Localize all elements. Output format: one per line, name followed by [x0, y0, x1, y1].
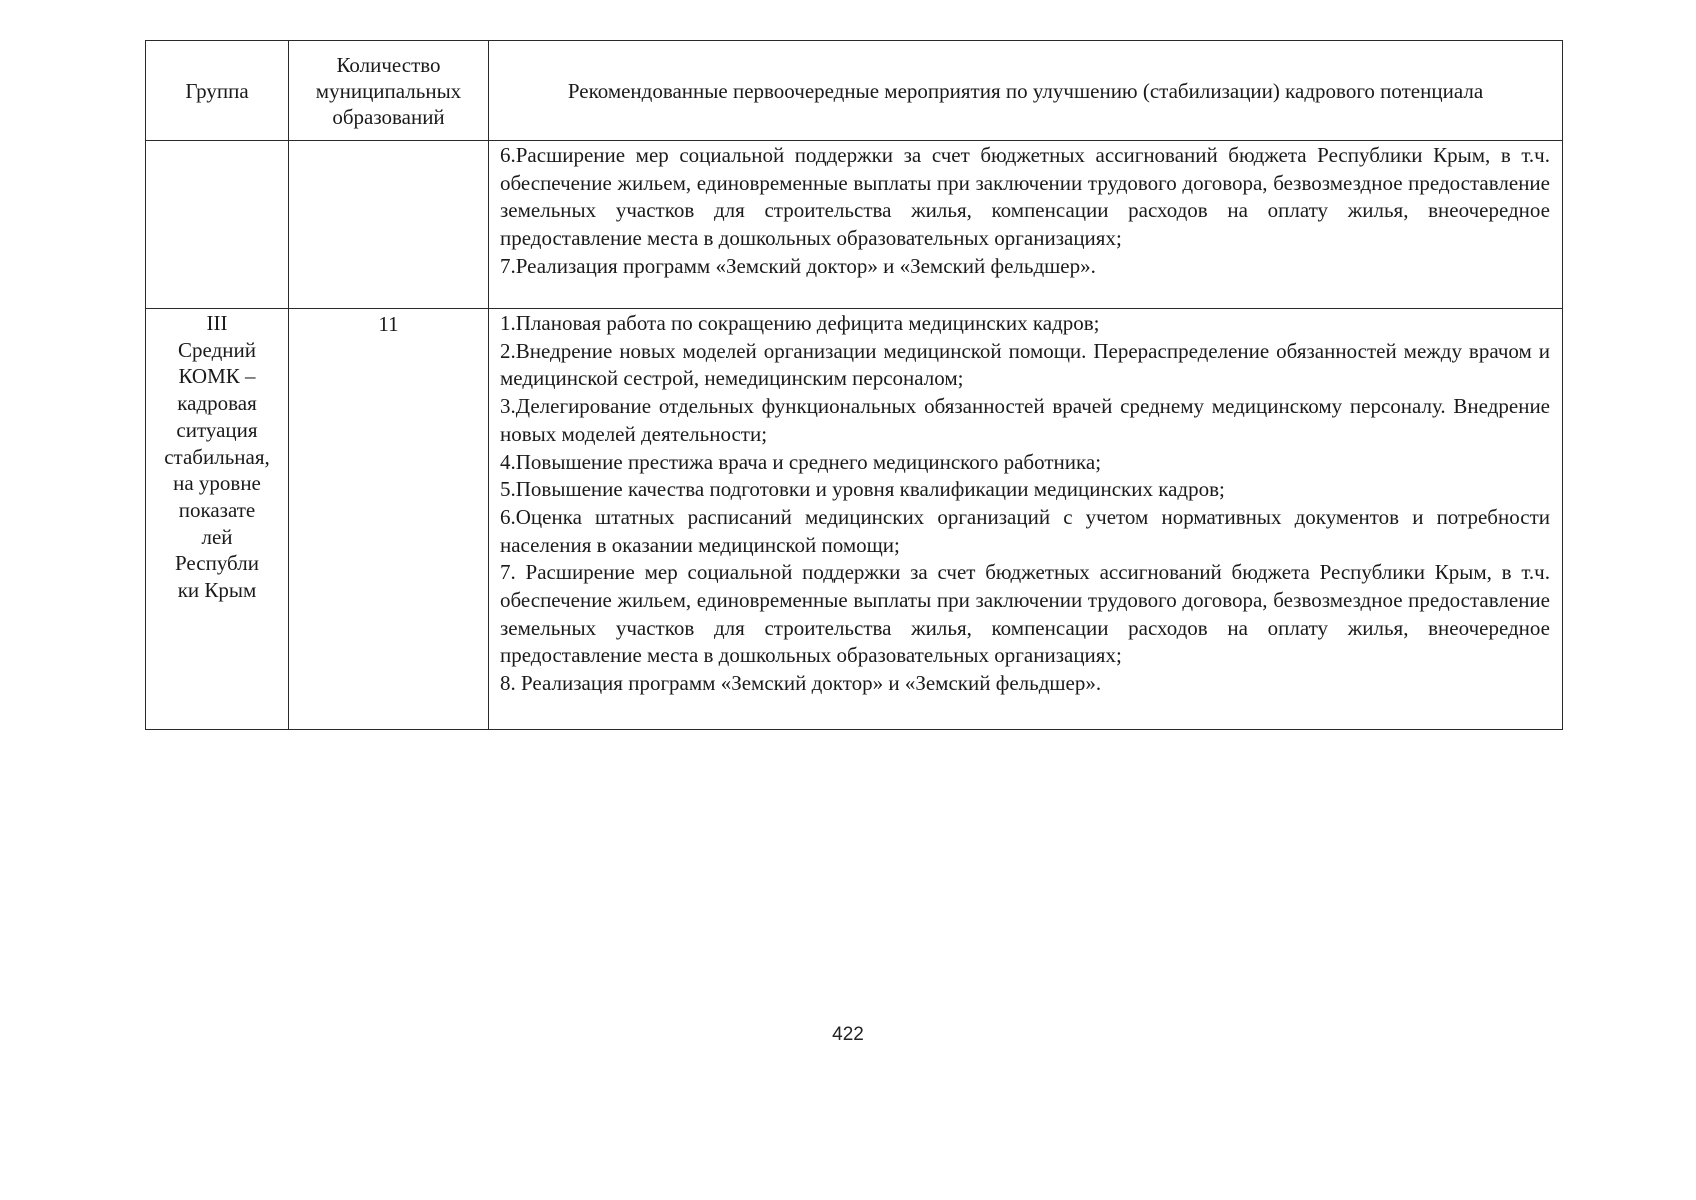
measure-item: 6.Расширение мер социальной поддержки за счет бюджетных ассигнований бюджета Республики Крым, в т.ч. обеспечение жильем, единовременные выплаты при заключении трудового договора, безвозмездное предоставление земельных участков для строительства жилья, компенсации расходов на оплату жилья, внеочередное предоставление места в дошкольных образовательных организациях;: [500, 143, 1550, 251]
table-header-row: [146, 41, 1563, 141]
group-line: на уровне: [173, 471, 261, 496]
measure-item: 6.Оценка штатных расписаний медицинских организаций с учетом нормативных документов и потребности населения в оказании медицинской помощи;: [500, 504, 1550, 557]
group-line: стабильная,: [164, 444, 270, 469]
measure-item: 5.Повышение качества подготовки и уровня квалификации медицинских кадров;: [500, 477, 1225, 502]
group-line: Средний: [178, 337, 256, 362]
measure-item: 4.Повышение престижа врача и среднего медицинского работника;: [500, 449, 1102, 474]
group-line: Республи: [175, 551, 259, 576]
measure-item: 2.Внедрение новых моделей организации медицинской помощи. Перераспределение обязанностей между врачом и медицинской сестрой, немедицинским персоналом;: [500, 338, 1550, 391]
continued-group-cell: [146, 141, 289, 309]
measure-item: 7. Расширение мер социальной поддержки за счет бюджетных ассигнований бюджета Республики Крым, в т.ч. обеспечение жильем, единовременные выплаты при заключении трудового договора, безвозмездное предоставление земельных участков для строительства жилья, компенсации расходов на оплату жилья, внеочередное предоставление места в дошкольных образовательных организациях;: [500, 560, 1550, 668]
table-row-group-three: [146, 309, 1563, 730]
group-line: кадровая: [177, 391, 257, 416]
header-count: Количество муниципальных образований: [289, 41, 489, 141]
measure-item: 7.Реализация программ «Земский доктор» и «Земский фельдшер».: [500, 253, 1096, 278]
continued-count-cell: [289, 141, 489, 309]
continued-measures-cell: [489, 141, 1563, 309]
table-row-continued: [146, 141, 1563, 309]
group-line: КОМК –: [178, 364, 256, 389]
continued-measures-list: [500, 142, 1550, 281]
page-number: 422: [832, 1024, 864, 1045]
header-measures: Рекомендованные первоочередные мероприятия по улучшению (стабилизации) кадрового потенциала: [489, 41, 1563, 141]
group-line: лей: [201, 524, 233, 549]
measure-item: 8. Реализация программ «Земский доктор» и «Земский фельдшер».: [500, 671, 1102, 696]
staffing-measures-table: [145, 40, 1563, 730]
measure-item: 3.Делегирование отдельных функциональных обязанностей врачей среднему медицинскому персоналу. Внедрение новых моделей деятельности;: [500, 394, 1550, 446]
group-three-measures-list: [500, 310, 1550, 698]
header-group: Группа: [146, 41, 289, 141]
group-line: показате: [178, 497, 256, 522]
group-three-cell: [146, 309, 289, 730]
group-three-count-cell: 11: [289, 309, 489, 730]
group-line: ситуация: [176, 417, 258, 442]
group-line: ки Крым: [177, 578, 257, 603]
group-line: III: [206, 311, 228, 335]
group-three-measures-cell: [489, 309, 1563, 730]
measure-item: 1.Плановая работа по сокращению дефицита медицинских кадров;: [500, 311, 1100, 335]
